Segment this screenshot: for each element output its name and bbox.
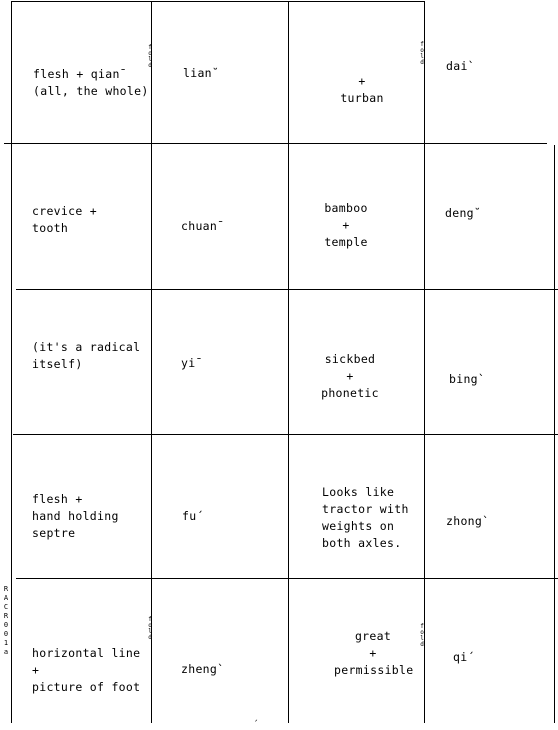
fold-mark: fold	[420, 41, 424, 66]
rule-row-4	[16, 578, 558, 579]
fold-mark: fold	[148, 44, 152, 69]
rule-row-1	[4, 143, 547, 144]
card-meaning-5-1: horizontal line + picture of foot	[32, 646, 141, 694]
card-pinyin-4-2: zhong`	[446, 514, 490, 528]
card-pinyin-2-2: deng˘	[445, 206, 482, 220]
card-meaning-2-2: bamboo + temple	[324, 201, 368, 249]
card-meaning-1-1: flesh + qian¯ (all, the whole)	[33, 67, 149, 98]
rule-col-3	[424, 1, 425, 723]
rule-row-2	[16, 289, 558, 290]
card-meaning-3-2: sickbed + phonetic	[321, 352, 379, 400]
bottom-tick-mark: ´	[253, 720, 259, 730]
sheet-side-label: RACR 001a	[3, 585, 9, 656]
fold-mark: fold	[420, 623, 424, 648]
card-meaning-3-1: (it's a radical itself)	[32, 340, 141, 371]
rule-col-1	[151, 1, 152, 723]
card-pinyin-1-2: dai`	[446, 59, 475, 73]
card-pinyin-3-2: bing`	[449, 372, 486, 386]
card-pinyin-3-1: yi¯	[181, 356, 203, 370]
card-meaning-2-1: crevice + tooth	[32, 204, 98, 235]
card-pinyin-4-1: fu´	[182, 509, 204, 523]
rule-left	[11, 1, 12, 723]
card-pinyin-5-1: zheng`	[181, 662, 225, 676]
card-pinyin-2-1: chuan¯	[181, 219, 225, 233]
fold-mark: fold	[148, 616, 152, 641]
rule-top	[11, 1, 424, 2]
card-meaning-4-2: Looks like tractor with weights on both axles.	[322, 485, 409, 550]
card-meaning-5-2: great + permissible	[334, 629, 414, 677]
rule-col-2	[288, 1, 289, 723]
card-pinyin-1-1: lian˘	[183, 66, 220, 80]
card-meaning-1-2: + turban	[340, 74, 384, 105]
card-pinyin-5-2: qi´	[453, 650, 475, 664]
rule-row-3	[13, 434, 558, 435]
rule-right	[554, 145, 555, 723]
card-meaning-4-1: flesh + hand holding septre	[32, 492, 119, 540]
